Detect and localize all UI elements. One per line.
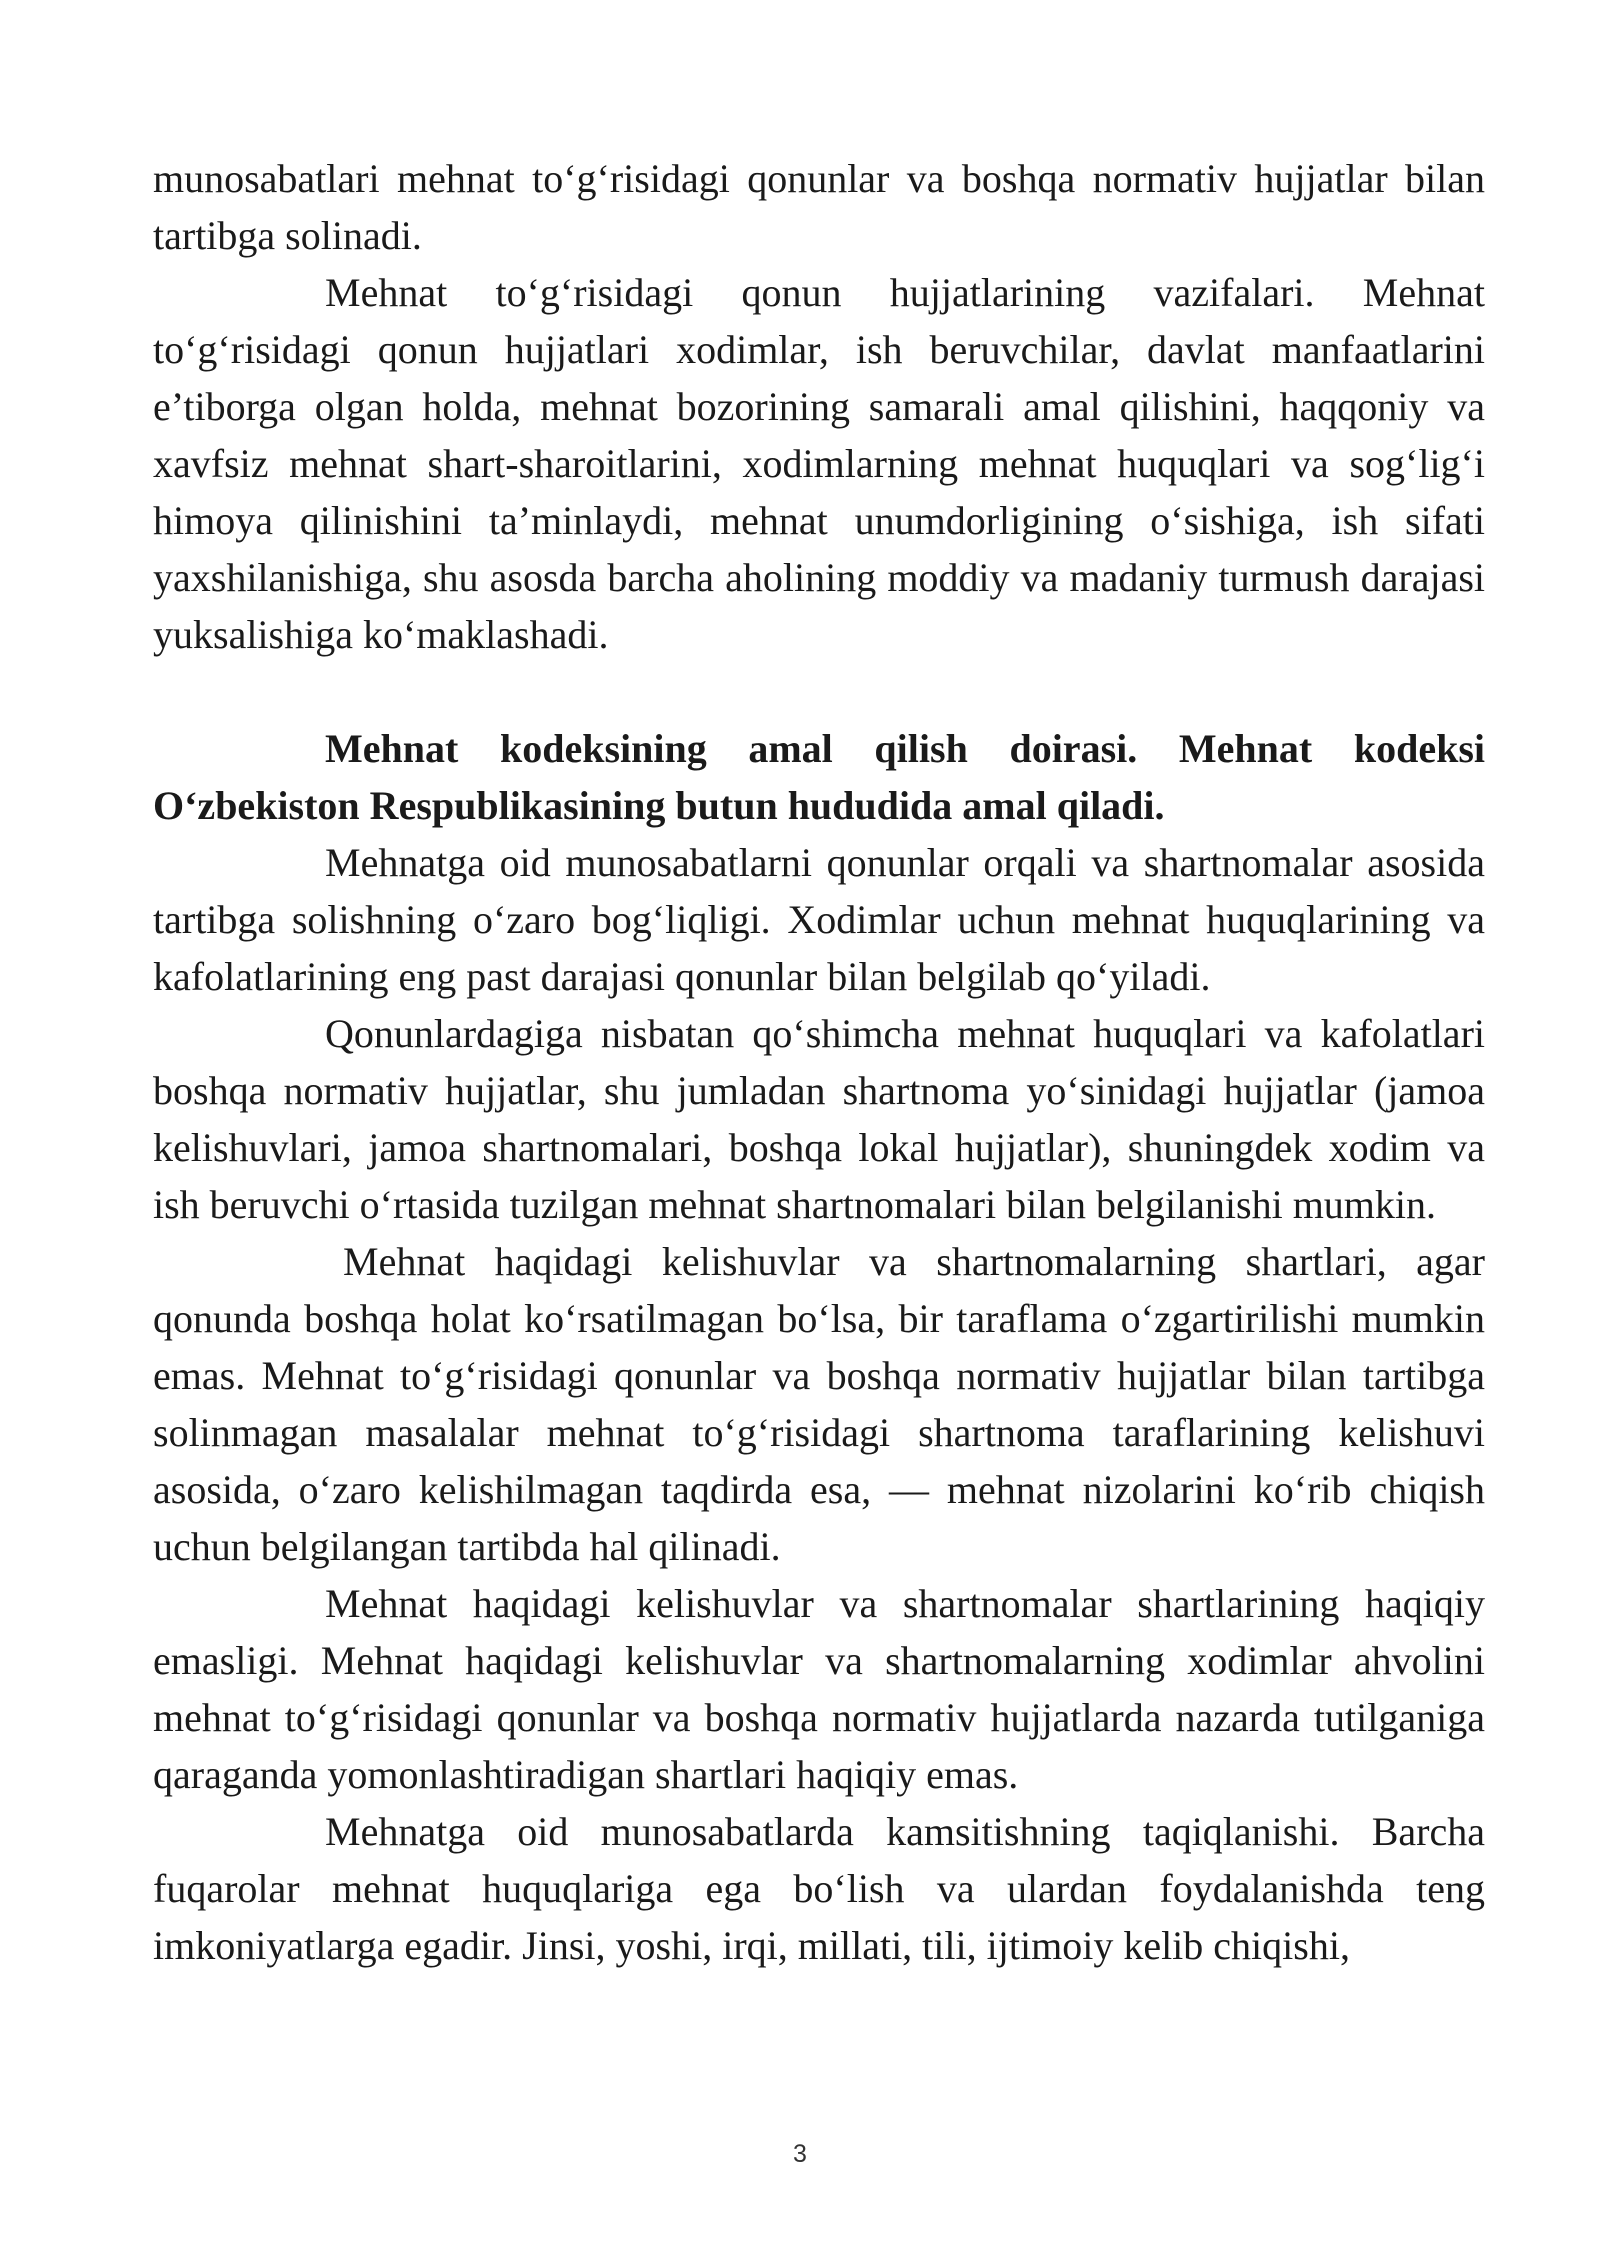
- document-body: [153, 150, 1485, 1974]
- paragraph-regulation-interrelation: Mehnatga oid munosabatlarni qonunlar orqali va shartnomalar asosida tartibga solishning o‘zaro bog‘liqligi. Xodimlar uchun mehnat huquqlarining va kafolatlarining eng past darajasi qonunlar bilan belgilab qo‘yiladi.: [153, 840, 1485, 999]
- section-heading-labor-code-scope: Mehnat kodeksining amal qilish doirasi. Mehnat kodeksi O‘zbekiston Respublikasining butun hududida amal qiladi.: [153, 726, 1485, 828]
- paragraph-additional-rights: Qonunlardagiga nisbatan qo‘shimcha mehnat huquqlari va kafolatlari boshqa normativ hujjatlar, shu jumladan shartnoma yo‘sinidagi hujjatlar (jamoa kelishuvlari, jamoa shartnomalari, boshqa lokal hujjatlar), shuningdek xodim va ish beruvchi o‘rtasida tuzilgan mehnat shartnomalari bilan belgilanishi mumkin.: [153, 1011, 1485, 1227]
- page-number: 3: [793, 2140, 807, 2168]
- paragraph-discrimination-ban: Mehnatga oid munosabatlarda kamsitishning taqiqlanishi. Barcha fuqarolar mehnat huquqlariga ega bo‘lish va ulardan foydalanishda teng imkoniyatlarga egadir. Jinsi, yoshi, irqi, millati, tili, ijtimoiy kelib chiqishi,: [153, 1809, 1485, 1968]
- paragraph-invalid-terms: Mehnat haqidagi kelishuvlar va shartnomalar shartlarining haqiqiy emasligi. Mehnat haqidagi kelishuvlar va shartnomalarning xodimlar ahvolini mehnat to‘g‘risidagi qonunlar va boshqa normativ hujjatlarda nazarda tutilganiga qaraganda yomonlashtiradigan shartlari haqiqiy emas.: [153, 1581, 1485, 1797]
- paragraph-agreement-terms: Mehnat haqidagi kelishuvlar va shartnomalarning shartlari, agar qonunda boshqa holat ko‘rsatilmagan bo‘lsa, bir taraflama o‘zgartirilishi mumkin emas. Mehnat to‘g‘risidagi qonunlar va boshqa normativ hujjatlar bilan tartibga solinmagan masalalar mehnat to‘g‘risidagi shartnoma taraflarining kelishuvi asosida, o‘zaro kelishilmagan taqdirda esa, — mehnat nizolarini ko‘rib chiqish uchun belgilangan tartibda hal qilinadi.: [153, 1239, 1485, 1569]
- paragraph-labor-law-tasks: Mehnat to‘g‘risidagi qonun hujjatlarining vazifalari. Mehnat to‘g‘risidagi qonun hujjatlari xodimlar, ish beruvchilar, davlat manfaatlarini e’tiborga olgan holda, mehnat bozorining samarali amal qilishini, haqqoniy va xavfsiz mehnat shart-sharoitlarini, xodimlarning mehnat huquqlari va sog‘lig‘i himoya qilinishini ta’minlaydi, mehnat unumdorligining o‘sishiga, ish sifati yaxshilanishiga, shu asosda barcha aholining moddiy va madaniy turmush darajasi yuksalishiga ko‘maklashadi.: [153, 270, 1485, 657]
- paragraph-continuation: munosabatlari mehnat to‘g‘risidagi qonunlar va boshqa normativ hujjatlar bilan tartibga solinadi.: [153, 156, 1485, 258]
